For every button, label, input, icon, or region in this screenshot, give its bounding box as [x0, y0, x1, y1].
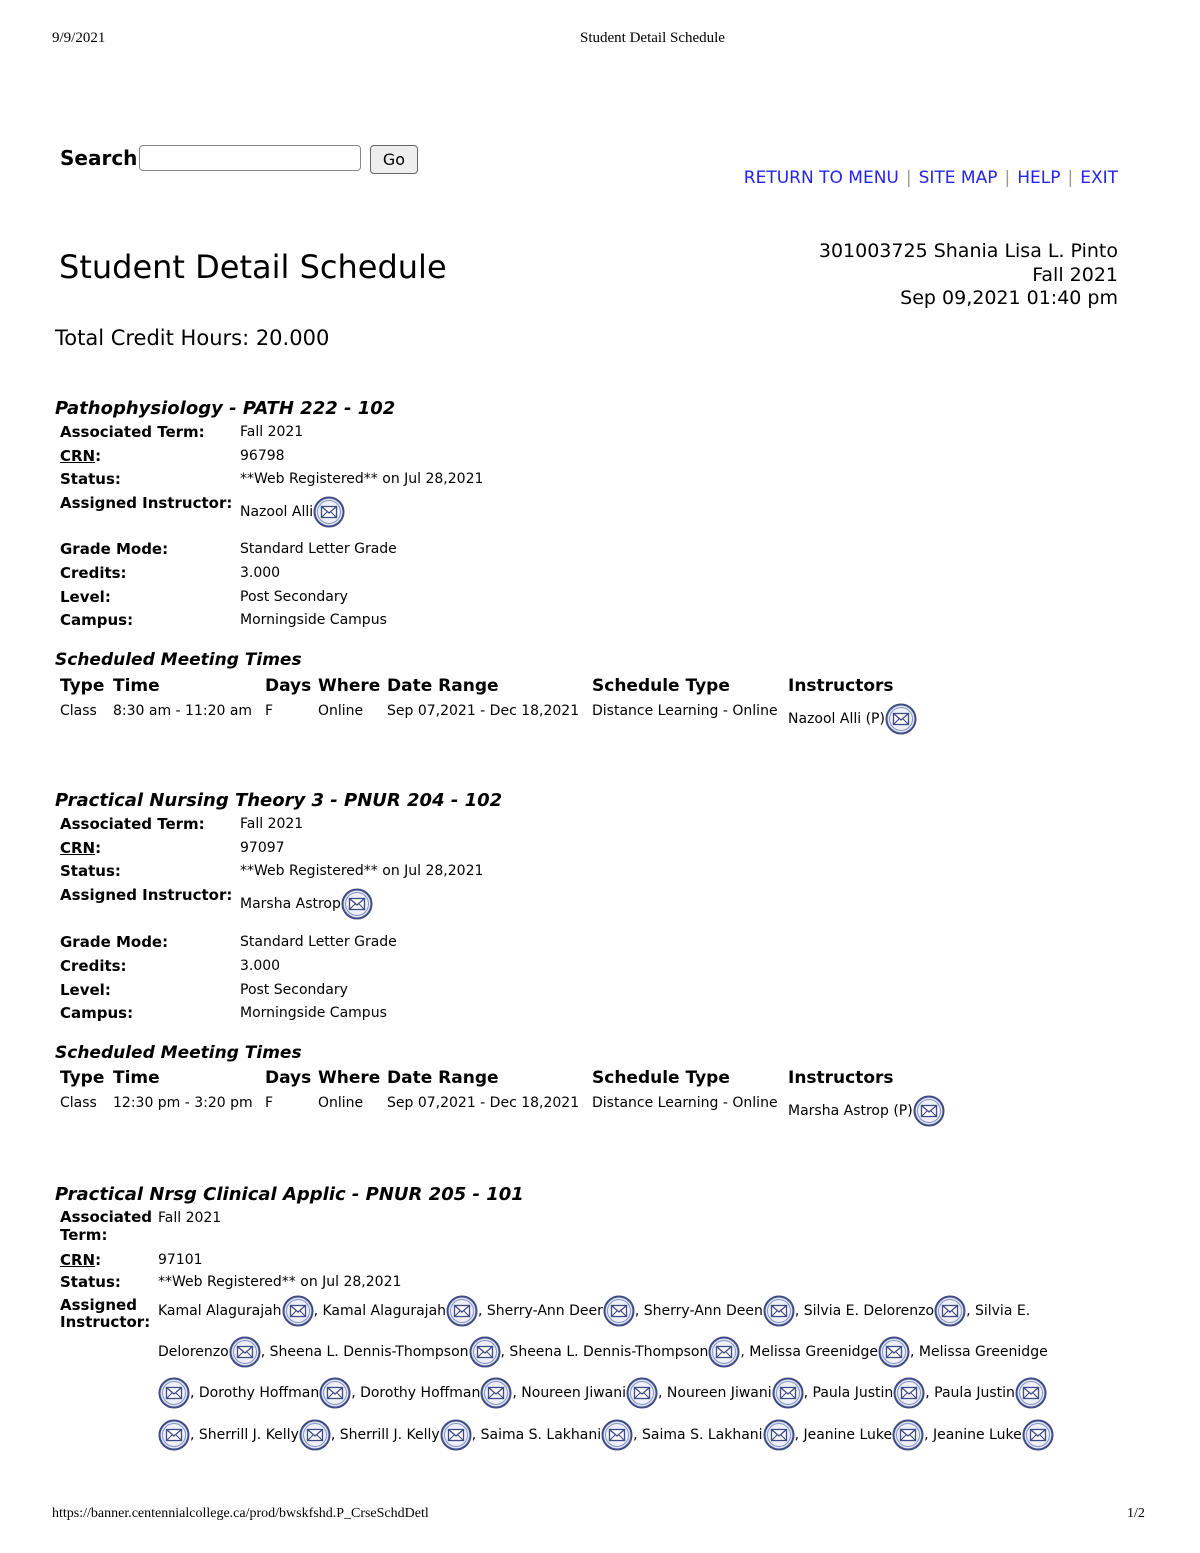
- print-title: Student Detail Schedule: [580, 30, 725, 46]
- instructor-name: , Dorothy Hoffman: [351, 1385, 481, 1401]
- meeting-type: Class: [60, 703, 97, 719]
- campus-value: Morningside Campus: [240, 612, 387, 628]
- level-value: Post Secondary: [240, 589, 348, 605]
- col-days-header: Days: [265, 676, 312, 696]
- email-icon[interactable]: [313, 496, 345, 528]
- instructor-line: [158, 1336, 1048, 1368]
- student-info: [819, 240, 1118, 311]
- col-date-range-header: Date Range: [387, 676, 499, 696]
- nav-separator: |: [1067, 168, 1074, 188]
- instructor-name: , Sherry-Ann Deer: [478, 1303, 603, 1319]
- col-type-header: Type: [60, 676, 105, 696]
- associated-term-label: Associated Term:: [60, 423, 205, 441]
- student-id-name: 301003725 Shania Lisa L. Pinto: [818, 240, 1118, 262]
- email-icon[interactable]: [440, 1419, 472, 1451]
- campus-label: Campus:: [60, 1004, 134, 1022]
- meeting-days: F: [265, 1095, 274, 1111]
- print-url: https://banner.centennialcollege.ca/prod/bwskfshd.P_CrseSchdDetl: [52, 1506, 429, 1521]
- instructor-name: , Sheena L. Dennis-Thompson: [260, 1344, 469, 1360]
- email-icon[interactable]: [480, 1377, 512, 1409]
- credits-value: 3.000: [240, 958, 281, 974]
- level-label: Level:: [60, 588, 111, 606]
- student-timestamp: Sep 09,2021 01:40 pm: [900, 287, 1118, 309]
- instructor-name: , Kamal Alagurajah: [313, 1303, 447, 1319]
- instructor-name: , Sherrill J. Kelly: [190, 1427, 299, 1443]
- print-page-number: 1/2: [1127, 1506, 1145, 1521]
- instructor-line: [158, 1295, 1030, 1327]
- credits-label: Credits:: [60, 957, 127, 975]
- instructor-name: , Dorothy Hoffman: [190, 1385, 320, 1401]
- help-link[interactable]: HELP: [1017, 168, 1061, 188]
- meeting-days: F: [265, 703, 274, 719]
- email-icon[interactable]: [893, 1377, 925, 1409]
- grade-mode-label: Grade Mode:: [60, 933, 169, 951]
- crn-label: CRN:: [60, 447, 102, 465]
- col-schedule-type-header: Schedule Type: [592, 676, 730, 696]
- site-map-link[interactable]: SITE MAP: [918, 168, 998, 188]
- nav-separator: |: [1004, 168, 1011, 188]
- crn-abbr: CRN: [60, 1251, 96, 1269]
- instructor-name: , Silvia E. Delorenzo: [794, 1303, 935, 1319]
- print-date: 9/9/2021: [52, 30, 106, 46]
- top-nav: [744, 168, 1118, 188]
- meeting-date-range: Sep 07,2021 - Dec 18,2021: [387, 703, 580, 719]
- col-instructors-header: Instructors: [788, 1068, 894, 1088]
- grade-mode-value: Standard Letter Grade: [240, 541, 397, 557]
- meeting-where: Online: [318, 703, 364, 719]
- assigned-instructor-value: Marsha Astrop: [240, 888, 373, 920]
- search-input[interactable]: [139, 145, 361, 171]
- email-icon[interactable]: [885, 703, 917, 735]
- scheduled-meeting-times-title: Scheduled Meeting Times: [55, 650, 302, 670]
- assigned-instructor-label: Assigned Instructor:: [60, 886, 233, 904]
- instructor-name: , Melissa Greenidge: [740, 1344, 879, 1360]
- primary-marker: (P): [865, 711, 885, 727]
- instructor-name: Delorenzo: [158, 1344, 229, 1360]
- associated-term-label: Associated Term:: [60, 815, 205, 833]
- email-icon[interactable]: [319, 1377, 351, 1409]
- email-icon[interactable]: [763, 1419, 795, 1451]
- total-credit-hours: Total Credit Hours: 20.000: [55, 326, 330, 350]
- meeting-date-range: Sep 07,2021 - Dec 18,2021: [387, 1095, 580, 1111]
- email-icon[interactable]: [878, 1336, 910, 1368]
- level-label: Level:: [60, 981, 111, 999]
- instructor-name: , Jeanine Luke: [794, 1427, 893, 1443]
- meeting-instructor: Marsha Astrop (P): [788, 1095, 945, 1127]
- meeting-schedule-type: Distance Learning - Online: [592, 1095, 778, 1111]
- meeting-where: Online: [318, 1095, 364, 1111]
- crn-abbr: CRN: [60, 839, 96, 857]
- status-label: Status:: [60, 470, 121, 488]
- associated-term-value: Fall 2021: [240, 424, 304, 440]
- col-schedule-type-header: Schedule Type: [592, 1068, 730, 1088]
- email-icon[interactable]: [158, 1419, 190, 1451]
- nav-separator: |: [905, 168, 912, 188]
- email-icon[interactable]: [934, 1295, 966, 1327]
- email-icon[interactable]: [229, 1336, 261, 1368]
- status-label: Status:: [60, 1273, 121, 1291]
- campus-label: Campus:: [60, 611, 134, 629]
- crn-label: CRN:: [60, 1251, 102, 1269]
- crn-value: 96798: [240, 448, 285, 464]
- level-value: Post Secondary: [240, 982, 348, 998]
- meeting-time: 12:30 pm - 3:20 pm: [113, 1095, 253, 1111]
- return-to-menu-link[interactable]: RETURN TO MENU: [743, 168, 899, 188]
- instructor-name: , Silvia E.: [966, 1303, 1031, 1319]
- email-icon[interactable]: [626, 1377, 658, 1409]
- status-value: **Web Registered** on Jul 28,2021: [240, 863, 484, 879]
- col-type-header: Type: [60, 1068, 105, 1088]
- col-instructors-header: Instructors: [788, 676, 894, 696]
- email-icon[interactable]: [708, 1336, 740, 1368]
- instructor-name: , Melissa Greenidge: [910, 1344, 1048, 1360]
- meeting-instructor: Nazool Alli (P): [788, 703, 917, 735]
- exit-link[interactable]: EXIT: [1080, 168, 1118, 188]
- credits-value: 3.000: [240, 565, 281, 581]
- crn-abbr: CRN: [60, 447, 96, 465]
- status-value: **Web Registered** on Jul 28,2021: [158, 1274, 402, 1290]
- course-title: Practical Nursing Theory 3 - PNUR 204 - 102: [55, 790, 503, 811]
- status-label: Status:: [60, 862, 121, 880]
- crn-value: 97097: [240, 840, 285, 856]
- email-icon[interactable]: [469, 1336, 501, 1368]
- email-icon[interactable]: [892, 1419, 924, 1451]
- crn-value: 97101: [158, 1252, 203, 1268]
- instructor-name: Kamal Alagurajah: [158, 1303, 282, 1319]
- associated-term-value: Fall 2021: [240, 816, 304, 832]
- email-icon[interactable]: [601, 1419, 633, 1451]
- email-icon[interactable]: [446, 1295, 478, 1327]
- email-icon[interactable]: [341, 888, 373, 920]
- instructor-name: , Noureen Jiwani: [512, 1385, 626, 1401]
- assigned-instructor-label: Assigned Instructor:: [60, 494, 233, 512]
- email-icon[interactable]: [282, 1295, 314, 1327]
- col-days-header: Days: [265, 1068, 312, 1088]
- grade-mode-label: Grade Mode:: [60, 540, 169, 558]
- instructor-line: [158, 1377, 1047, 1409]
- course-title: Practical Nrsg Clinical Applic - PNUR 205 - 101: [55, 1184, 524, 1205]
- instructor-name: , Paula Justin: [925, 1385, 1015, 1401]
- credits-label: Credits:: [60, 564, 127, 582]
- col-date-range-header: Date Range: [387, 1068, 499, 1088]
- assigned-instructor-label: Assigned Instructor:: [60, 1296, 151, 1331]
- primary-marker: (P): [893, 1103, 913, 1119]
- instructor-line: [158, 1419, 1054, 1451]
- student-term: Fall 2021: [1032, 263, 1118, 286]
- meeting-schedule-type: Distance Learning - Online: [592, 703, 778, 719]
- grade-mode-value: Standard Letter Grade: [240, 934, 397, 950]
- meeting-time: 8:30 am - 11:20 am: [113, 703, 253, 719]
- email-icon[interactable]: [603, 1295, 635, 1327]
- instructor-name: , Paula Justin: [803, 1385, 894, 1401]
- email-icon[interactable]: [1022, 1419, 1054, 1451]
- instructor-name: , Noureen Jiwani: [658, 1385, 772, 1401]
- assigned-instructor-value: Nazool Alli: [240, 496, 345, 528]
- email-icon[interactable]: [158, 1377, 190, 1409]
- instructor-name: , Jeanine Luke: [924, 1427, 1022, 1443]
- col-where-header: Where: [318, 676, 381, 696]
- scheduled-meeting-times-title: Scheduled Meeting Times: [55, 1043, 302, 1063]
- email-icon[interactable]: [772, 1377, 804, 1409]
- instructor-name: , Sherrill J. Kelly: [330, 1427, 440, 1443]
- email-icon[interactable]: [913, 1095, 945, 1127]
- meeting-type: Class: [60, 1095, 97, 1111]
- go-button[interactable]: Go: [370, 145, 418, 174]
- col-time-header: Time: [113, 676, 160, 696]
- instructor-name: , Sheena L. Dennis-Thompson: [500, 1344, 709, 1360]
- instructor-name: , Saima S. Lakhani: [633, 1427, 763, 1443]
- campus-value: Morningside Campus: [240, 1005, 387, 1021]
- instructor-name: , Saima S. Lakhani: [471, 1427, 602, 1443]
- crn-label: CRN:: [60, 839, 102, 857]
- col-time-header: Time: [113, 1068, 160, 1088]
- col-where-header: Where: [318, 1068, 381, 1088]
- email-icon[interactable]: [1015, 1377, 1047, 1409]
- page-title: Student Detail Schedule: [59, 248, 447, 286]
- search-label: Search: [60, 146, 138, 170]
- associated-term-value: Fall 2021: [158, 1210, 222, 1226]
- email-icon[interactable]: [763, 1295, 795, 1327]
- status-value: **Web Registered** on Jul 28,2021: [240, 471, 484, 487]
- course-title: Pathophysiology - PATH 222 - 102: [55, 398, 396, 419]
- instructor-name: , Sherry-Ann Deen: [634, 1303, 763, 1319]
- email-icon[interactable]: [299, 1419, 331, 1451]
- associated-term-label: Associated Term:: [60, 1208, 153, 1244]
